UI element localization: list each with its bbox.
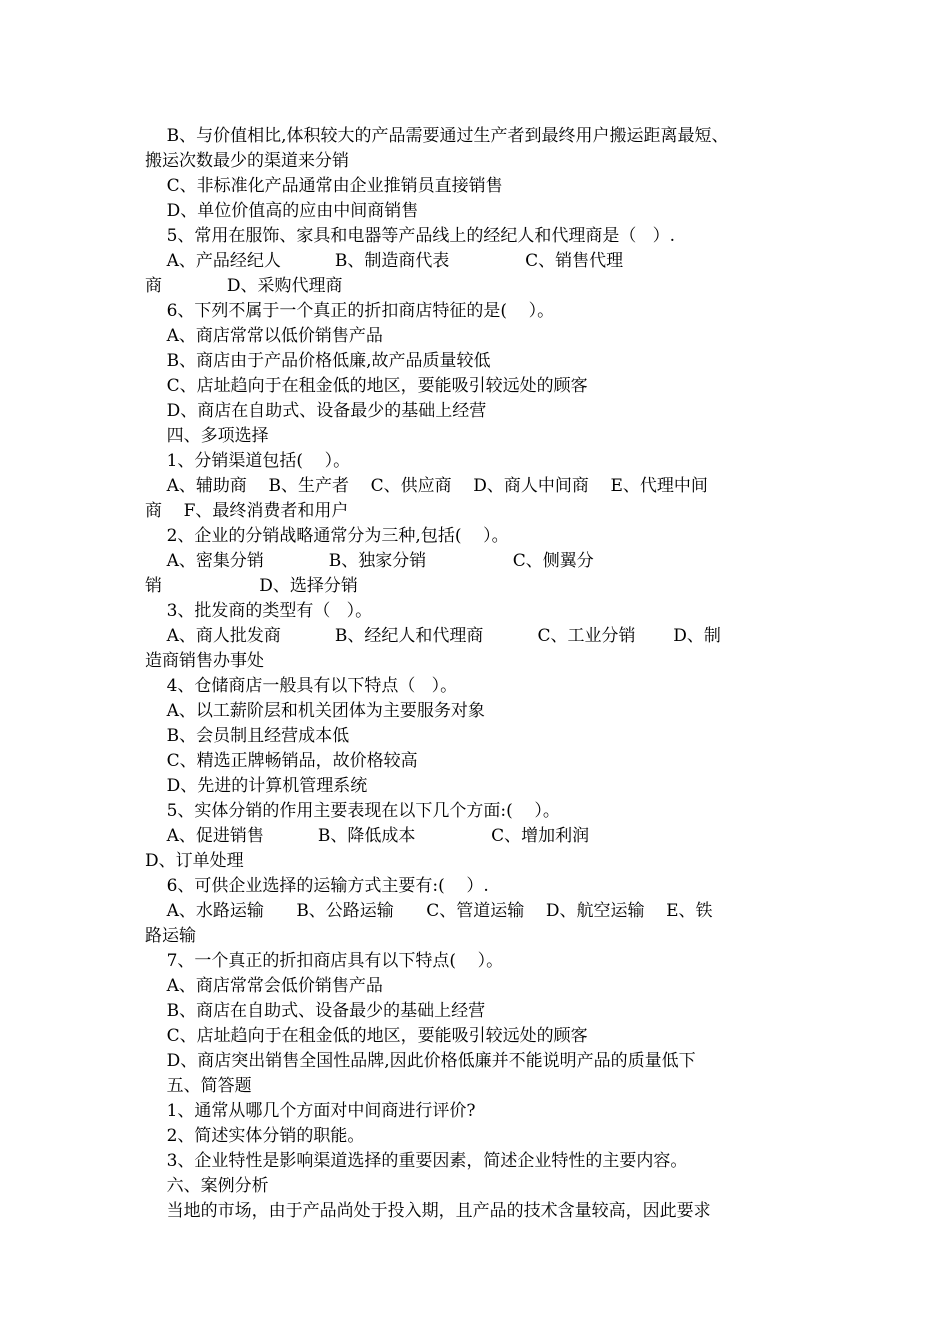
text-line: C、非标准化产品通常由企业推销员直接销售 <box>145 176 503 196</box>
text-line: D、订单处理 <box>145 851 244 871</box>
text-line: D、单位价值高的应由中间商销售 <box>145 201 419 221</box>
text-line: 6、下列不属于一个真正的折扣商店特征的是( ）。 <box>145 301 555 321</box>
text-line: A、水路运输 B、公路运输 C、管道运输 D、航空运输 E、铁 <box>145 901 713 921</box>
text-line: 3、企业特性是影响渠道选择的重要因素，简述企业特性的主要内容。 <box>145 1151 688 1171</box>
text-line: B、商店在自助式、设备最少的基础上经营 <box>145 1001 486 1021</box>
text-line: A、辅助商 B、生产者 C、供应商 D、商人中间商 E、代理中间 <box>145 476 708 496</box>
section-heading: 四、多项选择 <box>145 426 269 446</box>
text-line: 路运输 <box>145 926 196 946</box>
text-line: D、商店突出销售全国性品牌,因此价格低廉并不能说明产品的质量低下 <box>145 1051 696 1071</box>
text-line: 造商销售办事处 <box>145 651 264 671</box>
text-line: 5、常用在服饰、家具和电器等产品线上的经纪人和代理商是（ ）. <box>145 226 676 246</box>
text-line: B、会员制且经营成本低 <box>145 726 350 746</box>
text-line: 2、简述实体分销的职能。 <box>145 1126 365 1146</box>
text-line: 4、仓储商店一般具有以下特点（ ）。 <box>145 676 458 696</box>
text-line: B、商店由于产品价格低廉,故产品质量较低 <box>145 351 491 371</box>
text-line: 当地的市场，由于产品尚处于投入期，且产品的技术含量较高，因此要求 <box>145 1201 711 1221</box>
text-line: C、店址趋向于在租金低的地区，要能吸引较远处的顾客 <box>145 376 588 396</box>
text-line: B、与价值相比,体积较大的产品需要通过生产者到最终用户搬运距离最短、 <box>145 126 729 146</box>
text-line: 6、可供企业选择的运输方式主要有:( ）. <box>145 876 489 896</box>
text-line: D、先进的计算机管理系统 <box>145 776 368 796</box>
text-line: C、精选正牌畅销品，故价格较高 <box>145 751 418 771</box>
text-line: A、以工薪阶层和机关团体为主要服务对象 <box>145 701 485 721</box>
text-line: A、密集分销 B、独家分销 C、侧翼分 <box>145 551 594 571</box>
section-heading: 五、简答题 <box>145 1076 252 1096</box>
text-line: A、商店常常会低价销售产品 <box>145 976 383 996</box>
text-line: A、商店常常以低价销售产品 <box>145 326 383 346</box>
text-line: 销 D、选择分销 <box>145 576 358 596</box>
text-line: C、店址趋向于在租金低的地区，要能吸引较远处的顾客 <box>145 1026 588 1046</box>
text-line: 搬运次数最少的渠道来分销 <box>145 151 349 171</box>
text-line: D、商店在自助式、设备最少的基础上经营 <box>145 401 487 421</box>
text-line: A、商人批发商 B、经纪人和代理商 C、工业分销 D、制 <box>145 626 721 646</box>
text-line: A、促进销售 B、降低成本 C、增加利润 <box>145 826 590 846</box>
text-line: 商 F、最终消费者和用户 <box>145 501 349 521</box>
text-line: A、产品经纪人 B、制造商代表 C、销售代理 <box>145 251 624 271</box>
text-line: 1、分销渠道包括( ）。 <box>145 451 351 471</box>
section-heading: 六、案例分析 <box>145 1176 269 1196</box>
text-line: 7、一个真正的折扣商店具有以下特点( ）。 <box>145 951 504 971</box>
text-line: 3、批发商的类型有（ ）。 <box>145 601 373 621</box>
text-line: 商 D、采购代理商 <box>145 276 343 296</box>
text-line: 5、实体分销的作用主要表现在以下几个方面:( ）。 <box>145 801 560 821</box>
text-line: 1、通常从哪几个方面对中间商进行评价? <box>145 1101 476 1121</box>
text-line: 2、企业的分销战略通常分为三种,包括( ）。 <box>145 526 509 546</box>
